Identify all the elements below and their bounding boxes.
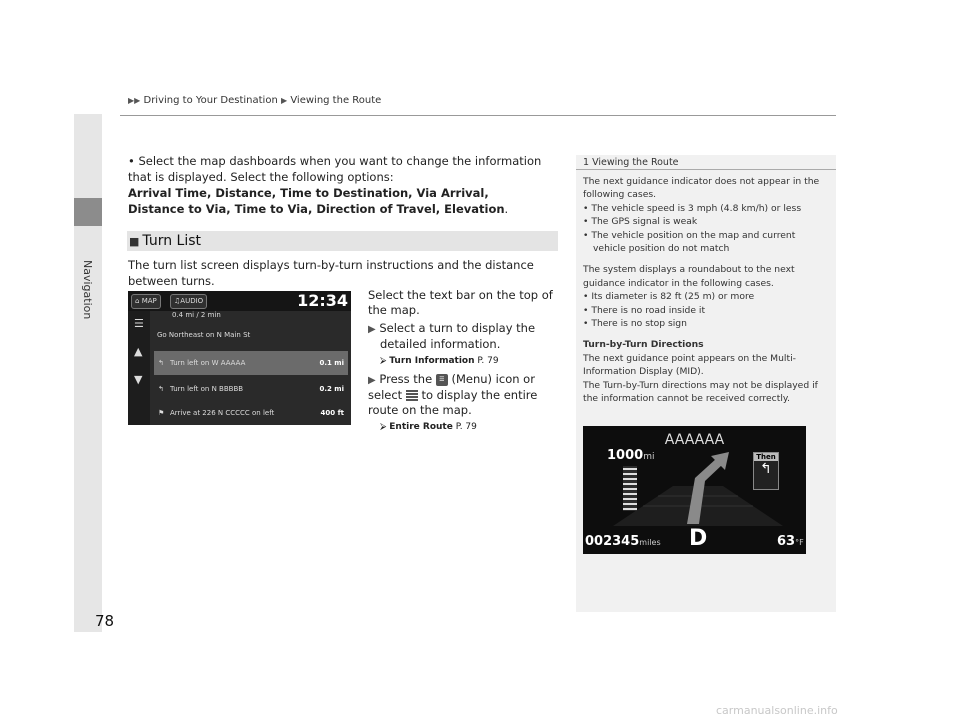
note-bullet: • There is no stop sign — [583, 318, 687, 330]
section-side-label: Navigation — [81, 260, 94, 320]
note-icon: 1 — [583, 157, 590, 168]
audio-label: AUDIO — [180, 297, 204, 305]
mid-temp-value: 63 — [777, 534, 796, 549]
turn-list-screenshot — [128, 291, 351, 425]
breadcrumb-arrow-icon: ▶▶ — [128, 96, 141, 105]
breadcrumb-part-1[interactable]: Driving to Your Destination — [143, 95, 278, 106]
turn-arrow-icon: ↰ — [760, 461, 772, 477]
mid-then-box — [753, 452, 779, 490]
note-bullet: • The vehicle position on the map and current vehicle position do not match — [583, 229, 796, 255]
bullet-dot-icon: • — [128, 154, 135, 168]
turn-left-icon: ↰ — [158, 385, 164, 393]
turn-row-distance: 0.1 mi — [319, 359, 344, 367]
xref-page: P. 79 — [477, 356, 499, 366]
turn-heading[interactable]: Go Northeast on N Main St — [157, 331, 251, 339]
note-paragraph: The next guidance indicator does not appear in the following cases. — [583, 176, 820, 201]
note-subheading: Turn-by-Turn Directions — [583, 339, 704, 351]
mid-temperature — [777, 534, 804, 549]
note-bullet-text: The vehicle position on the map and current vehicle position do not match — [591, 229, 796, 255]
mid-then-label: Then — [754, 453, 778, 461]
step-2-text: Select a turn to display the detailed information. — [379, 321, 536, 351]
note-bullet-text: There is no road inside it — [591, 304, 706, 316]
turn-row[interactable] — [154, 377, 348, 401]
music-note-icon: ♫ — [174, 297, 181, 305]
note-bullet-text: The GPS signal is weak — [591, 216, 698, 228]
map-button[interactable] — [131, 294, 161, 309]
audio-button[interactable] — [170, 294, 207, 309]
list-icon — [406, 390, 418, 402]
section-header — [127, 231, 558, 251]
mid-temp-unit: °F — [795, 538, 804, 547]
step-3-text-b: (Menu) icon or select — [368, 372, 535, 402]
note-title-text: Viewing the Route — [592, 157, 679, 168]
note-bullet-text: There is no stop sign — [591, 318, 687, 330]
mid-odometer — [585, 534, 661, 549]
note-body — [583, 175, 828, 406]
note-bullet: • Its diameter is 82 ft (25 m) or more — [583, 291, 755, 303]
breadcrumb-part-2[interactable]: Viewing the Route — [290, 95, 382, 106]
note-bullet: • There is no road inside it — [583, 304, 706, 316]
breadcrumb — [128, 95, 381, 106]
step-arrow-icon: ▶ — [368, 324, 376, 335]
map-label: MAP — [141, 297, 157, 305]
step-2 — [368, 321, 558, 369]
header-rule — [120, 115, 836, 116]
turn-row-distance: 400 ft — [320, 409, 344, 417]
mid-distance — [607, 448, 654, 463]
mid-odometer-value: 002345 — [585, 534, 640, 549]
note-paragraph: The Turn-by-Turn directions may not be displayed if the information cannot be received correctly. — [583, 379, 818, 405]
xref-title: Entire Route — [389, 422, 453, 432]
note-bullet: • The vehicle speed is 3 mph (4.8 km/h) or less — [583, 202, 802, 214]
page-number: 78 — [95, 612, 115, 630]
bullet-end: . — [504, 202, 509, 216]
note-bullet: • The GPS signal is weak — [583, 216, 698, 228]
intro-paragraph: The turn list screen displays turn-by-turn instructions and the distance between turns. — [128, 258, 534, 288]
mid-street-name: AAAAAA — [664, 432, 725, 448]
bullet-text: Select the map dashboards when you want to change the information that is displayed. Select the following options: — [128, 154, 542, 184]
mid-distance-value: 1000 — [607, 448, 644, 463]
turn-row-text: Turn left on N BBBBB — [170, 385, 244, 393]
turn-row[interactable] — [154, 351, 348, 375]
step-3-text-a: Press the — [379, 372, 433, 386]
watermark: carmanualsonline.info — [716, 704, 838, 717]
menu-button-icon: ☰ — [436, 374, 448, 386]
flag-icon: ⚑ — [158, 409, 165, 417]
breadcrumb-arrow-icon: ▶ — [280, 96, 288, 105]
arrow-up-icon[interactable]: ▲ — [134, 345, 143, 358]
section-title: Turn List — [142, 233, 202, 249]
mid-gear: D — [689, 526, 708, 551]
bullet-item — [128, 153, 548, 217]
turn-row-text: Arrive at 226 N CCCCC on left — [170, 409, 275, 417]
turn-left-icon: ↰ — [158, 359, 164, 367]
screen-left-rail — [128, 311, 150, 425]
note-bullet-text: Its diameter is 82 ft (25 m) or more — [591, 291, 755, 303]
bullet-options: Arrival Time, Distance, Time to Destination, Via Arrival, Distance to Via, Time to Via, Direction of Travel, Elevation — [128, 186, 505, 216]
home-icon: ⌂ — [135, 297, 140, 305]
arrow-down-icon[interactable]: ▼ — [134, 373, 143, 386]
turn-row-text: Turn left on W AAAAA — [170, 359, 246, 367]
note-paragraph: The next guidance point appears on the Multi-Information Display (MID). — [583, 352, 796, 378]
turn-row-distance: 0.2 mi — [319, 385, 344, 393]
note-bullet-text: The vehicle speed is 3 mph (4.8 km/h) or less — [591, 202, 802, 214]
step-3-text-c: to display the entire route on the map. — [368, 388, 538, 417]
side-tab-marker — [74, 198, 102, 226]
mid-display-image — [583, 426, 806, 554]
mid-distance-unit: mi — [643, 452, 655, 462]
side-tab-bar — [74, 114, 102, 632]
screen-clock: 12:34 — [297, 291, 348, 310]
step-3 — [368, 372, 558, 435]
xref-icon: ⮚ — [380, 356, 387, 366]
mid-odometer-unit: miles — [639, 538, 661, 547]
screen-topbar — [128, 291, 351, 311]
note-rule — [576, 169, 836, 170]
xref-entire-route[interactable] — [368, 420, 558, 435]
note-paragraph: The system displays a roundabout to the next guidance indicator in the following cases. — [583, 264, 795, 289]
xref-page: P. 79 — [455, 422, 477, 432]
route-summary: 0.4 mi / 2 min — [172, 311, 221, 319]
menu-icon[interactable]: ☰ — [134, 317, 144, 330]
step-arrow-icon: ▶ — [368, 375, 376, 386]
turn-row[interactable] — [154, 401, 348, 425]
xref-icon: ⮚ — [380, 422, 387, 432]
xref-turn-information[interactable] — [380, 354, 558, 369]
steps-column — [368, 288, 558, 435]
xref-title: Turn Information — [389, 356, 475, 366]
note-title — [583, 157, 679, 168]
step-1: Select the text bar on the top of the map. — [368, 288, 553, 317]
square-bullet-icon: ■ — [129, 235, 140, 248]
